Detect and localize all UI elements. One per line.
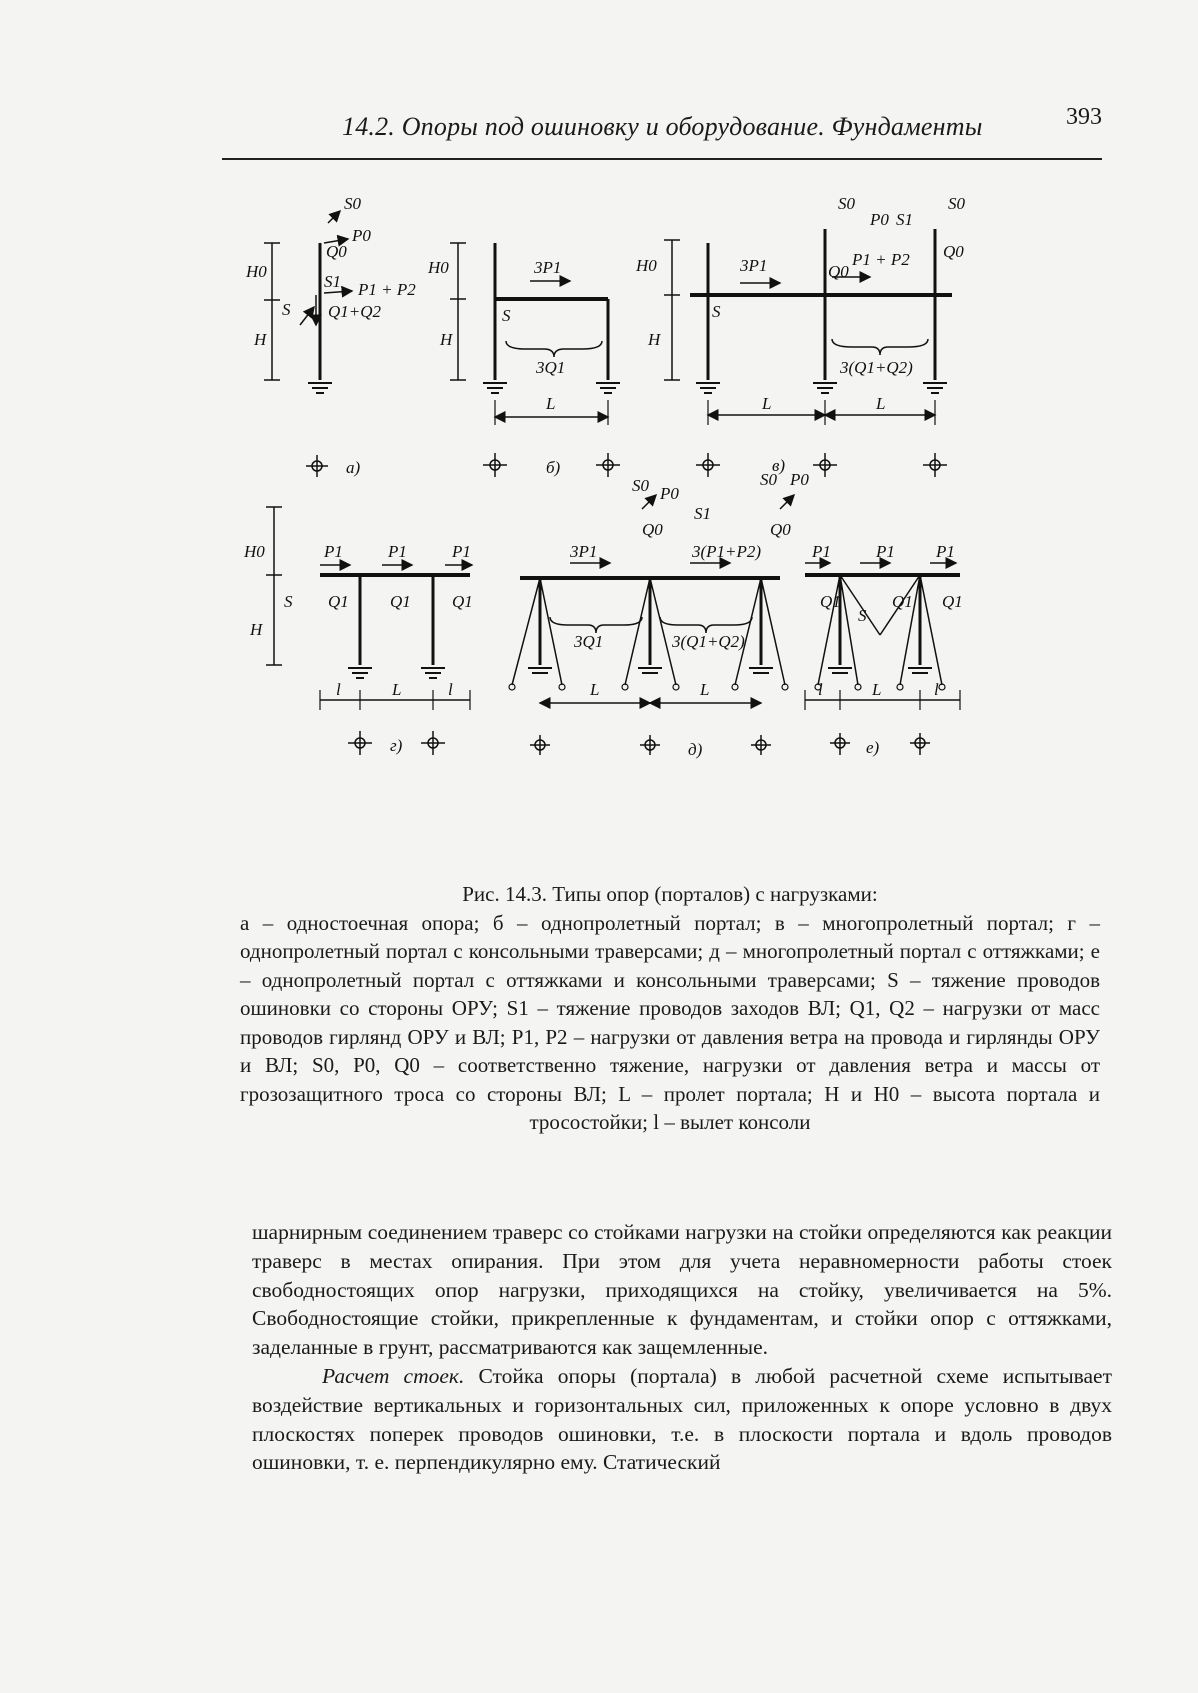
panel-label-e: е) — [866, 738, 880, 757]
paragraph-2 — [252, 1362, 1112, 1477]
running-head: 14.2. Опоры под ошиновку и оборудование. Фундаменты — [342, 112, 983, 141]
paragraph-1: шарнирным соединением траверс со стойками нагрузки на стойки определяются как реакции траверс в местах опирания. При этом для учета неравномерности работы стоек свободностоящих опор нагрузки, приходящихся на стойку, увеличивается на 5%. Свободностоящие стойки, прикрепленные к фундаментам, и стойки опор с оттяжками, заделанные в грунт, рассматриваются как защемленные. — [252, 1220, 1112, 1360]
label-h0-v: H0 — [636, 256, 657, 275]
label-q1-e2: Q1 — [892, 592, 913, 611]
label-l-e2: l — [934, 680, 939, 699]
label-s0-d1: S0 — [632, 476, 649, 495]
label-3p1-b: 3P1 — [534, 258, 562, 277]
label-p0-d1: P0 — [660, 484, 679, 503]
body-text — [252, 1218, 1112, 1477]
label-p1-g1: P1 — [324, 542, 343, 561]
label-p0-a: P0 — [352, 226, 371, 245]
paragraph-2-text: Стойка опоры (портала) в любой расчетной схеме испытывает воздействие вертикальных и горизонтальных сил, приложенных к опоре условно в двух плоскостях поперек проводов ошиновки, т.е. в плоскости портала и вдоль проводов ошиновки, т. е. перпендикулярно ему. Статический — [252, 1363, 1112, 1475]
panel-label-d: д) — [688, 740, 703, 759]
label-h-v: H — [648, 330, 661, 349]
label-p1-e1: P1 — [812, 542, 831, 561]
label-h0-g: H0 — [244, 542, 265, 561]
label-h0-a: H0 — [246, 262, 267, 281]
paragraph-2-runin: Расчет стоек. — [322, 1363, 465, 1388]
label-s1-a: S1 — [324, 272, 341, 291]
label-3q1-b: 3Q1 — [536, 358, 566, 377]
label-bigl-e: L — [872, 680, 882, 699]
label-p1p2-a: P1 + P2 — [358, 280, 416, 299]
label-q0-d2: Q0 — [770, 520, 791, 539]
label-p1-e2: P1 — [876, 542, 895, 561]
label-h-g: H — [250, 620, 263, 639]
label-s-b: S — [502, 306, 511, 325]
label-s1-v: S1 — [896, 210, 913, 229]
label-h-b: H — [440, 330, 453, 349]
label-l-v2: L — [876, 394, 886, 413]
label-q1-g1: Q1 — [328, 592, 349, 611]
panel-b-single-span-portal — [450, 243, 620, 477]
label-l-v1: L — [762, 394, 772, 413]
label-p1-g3: P1 — [452, 542, 471, 561]
label-q1q2-a: Q1+Q2 — [328, 302, 382, 321]
label-q0-d1: Q0 — [642, 520, 663, 539]
page-header — [222, 100, 1102, 160]
panel-label-b: б) — [546, 458, 561, 477]
label-p0-d2: P0 — [790, 470, 809, 489]
panel-g-console-portal — [266, 507, 472, 755]
figure-caption — [240, 880, 1100, 1137]
label-q1-g3: Q1 — [452, 592, 473, 611]
label-s-v: S — [712, 302, 721, 321]
page-number: 393 — [1066, 104, 1102, 130]
label-q0-v: Q0 — [943, 242, 964, 261]
label-q1-e1: Q1 — [820, 592, 841, 611]
label-p1p2-v: P1 + P2 — [852, 250, 910, 269]
label-l-d1: L — [590, 680, 600, 699]
label-p1-g2: P1 — [388, 542, 407, 561]
caption-body: а – одностоечная опора; б – однопролетный портал; в – многопролетный портал; г – однопролетный портал с консольными траверсами; д – многопролетный портал с оттяжками; е – однопролетный портал с оттяжками и консольными траверсами; S – тяжение проводов ошиновки со стороны ОРУ; S1 – тяжение проводов заходов ВЛ; Q1, Q2 – нагрузки от масс проводов гирлянд ОРУ и ВЛ; P1, P2 – нагрузки от давления ветра на провода и гирлянды ОРУ и ВЛ; S0, P0, Q0 – соответственно тяжение, нагрузки от давления ветра и массы от грозозащитного троса со стороны ВЛ; L – пролет портала; H и H0 – высота портала и тросостойки; l – вылет консоли — [240, 910, 1100, 1134]
label-l-e1: l — [818, 680, 823, 699]
header-rule — [222, 158, 1102, 160]
label-s1-d: S1 — [694, 504, 711, 523]
label-p0-v: P0 — [870, 210, 889, 229]
figure-labels — [243, 195, 966, 759]
label-q0-v2: Q0 — [828, 262, 849, 281]
label-l-g2: l — [448, 680, 453, 699]
label-s-g: S — [284, 592, 293, 611]
label-p1-e3: P1 — [936, 542, 955, 561]
support-types-diagram — [240, 195, 1080, 845]
label-l-b: L — [546, 394, 556, 413]
label-3q1-d: 3Q1 — [574, 632, 604, 651]
label-3q1q2-d: 3(Q1+Q2) — [672, 632, 745, 651]
label-h0-b: H0 — [428, 258, 449, 277]
panel-label-g: г) — [390, 736, 403, 755]
label-l-d2: L — [700, 680, 710, 699]
label-3q1q2-v: 3(Q1+Q2) — [840, 358, 913, 377]
label-h-a: H — [254, 330, 267, 349]
panel-label-a: а) — [346, 458, 361, 477]
label-s0-v2: S0 — [948, 195, 965, 213]
label-q1-g2: Q1 — [390, 592, 411, 611]
label-3p1-d: 3P1 — [570, 542, 598, 561]
panel-label-v: в) — [772, 456, 786, 475]
label-s0-d2: S0 — [760, 470, 777, 489]
label-s-a: S — [282, 300, 291, 319]
label-s0-v: S0 — [838, 195, 855, 213]
label-s-e: S — [858, 606, 867, 625]
label-q0-a: Q0 — [326, 242, 347, 261]
caption-title: Рис. 14.3. Типы опор (порталов) с нагрузками: — [462, 882, 878, 906]
label-3p1p2-d: 3(P1+P2) — [692, 542, 762, 561]
label-bigl-g: L — [392, 680, 402, 699]
label-3p1-v: 3P1 — [740, 256, 768, 275]
label-q1-e3: Q1 — [942, 592, 963, 611]
figure-14-3 — [240, 195, 1080, 845]
label-l-g1: l — [336, 680, 341, 699]
label-s0-a: S0 — [344, 195, 361, 213]
